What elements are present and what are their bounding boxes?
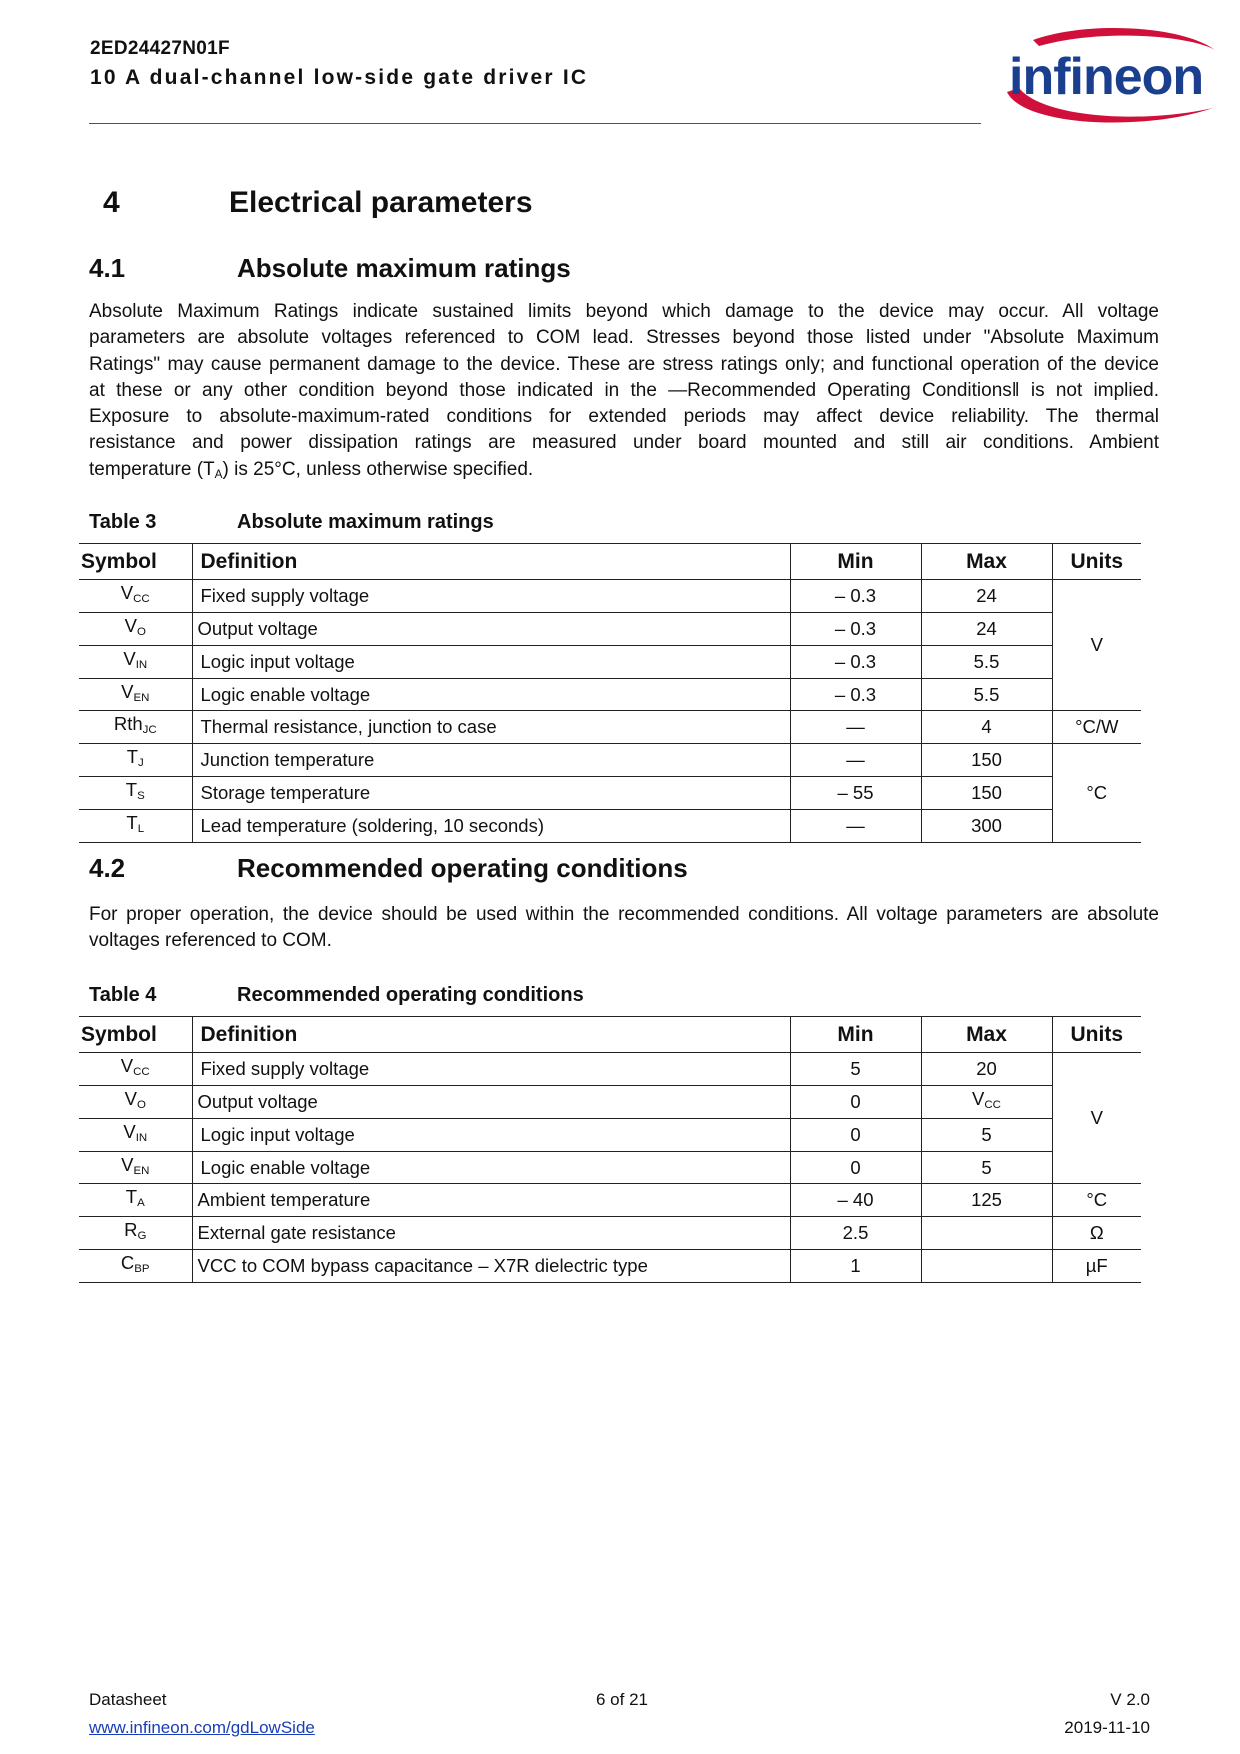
symbol-subscript: O	[136, 625, 146, 638]
units-cell: V	[1052, 1053, 1141, 1184]
table-row	[79, 810, 1141, 843]
col-header-symbol: Symbol	[79, 1017, 192, 1053]
definition-cell: Junction temperature	[192, 744, 790, 777]
paragraph-line: Ratings" may cause permanent damage to the device. These are stress ratings only; and functional operation of the device	[89, 353, 1159, 375]
col-header-symbol: Symbol	[79, 544, 192, 580]
min-cell: – 55	[790, 777, 921, 810]
section-number: 4	[103, 186, 120, 219]
symbol: T	[125, 1186, 138, 1208]
max-cell: 4	[921, 711, 1052, 744]
paragraph-line: voltages referenced to COM.	[89, 930, 332, 952]
min-cell: 1	[790, 1250, 921, 1283]
symbol-subscript: S	[137, 790, 145, 803]
definition-cell: Logic enable voltage	[192, 678, 790, 711]
max-cell: 20	[921, 1053, 1052, 1086]
table-row	[79, 1085, 1141, 1118]
definition-cell: Lead temperature (soldering, 10 seconds)	[192, 810, 790, 843]
table-header-row	[79, 1017, 1141, 1053]
symbol-subscript: A	[137, 1197, 145, 1210]
definition-cell: VCC to COM bypass capacitance – X7R dielectric type	[192, 1250, 790, 1283]
max-cell: 5	[921, 1151, 1052, 1184]
symbol-cell	[79, 810, 192, 843]
units-cell: µF	[1052, 1250, 1141, 1283]
table-row	[79, 678, 1141, 711]
paragraph-line: For proper operation, the device should be used within the recommended conditions. All voltage parameters are absolute	[89, 904, 1159, 925]
min-cell: – 0.3	[790, 645, 921, 678]
min-cell: —	[790, 711, 921, 744]
max-cell	[921, 1250, 1052, 1283]
min-cell: – 0.3	[790, 612, 921, 645]
symbol-cell	[79, 678, 192, 711]
min-cell: 0	[790, 1151, 921, 1184]
paragraph-line: at these or any other condition beyond those indicated in the ―Recommended Operating Conditions‖ is not implied.	[89, 379, 1159, 401]
min-cell: —	[790, 810, 921, 843]
col-header-max: Max	[921, 1017, 1052, 1053]
paragraph-line: Absolute Maximum Ratings indicate sustained limits beyond which damage to the device may occur. All voltage	[89, 301, 1159, 322]
max-subscript: CC	[984, 1098, 1001, 1111]
symbol-subscript: BP	[134, 1263, 150, 1276]
symbol-cell	[79, 645, 192, 678]
units-cell: °C	[1052, 1184, 1141, 1217]
col-header-units: Units	[1052, 1017, 1141, 1053]
symbol-cell	[79, 1118, 192, 1151]
symbol-subscript: EN	[133, 691, 150, 704]
table-row	[79, 744, 1141, 777]
table-row	[79, 1053, 1141, 1086]
symbol-subscript: G	[137, 1230, 147, 1243]
infineon-logo	[993, 22, 1221, 126]
units-cell: V	[1052, 580, 1141, 711]
symbol-cell	[79, 777, 192, 810]
definition-cell: Logic input voltage	[192, 645, 790, 678]
max-cell: 24	[921, 580, 1052, 613]
symbol-subscript: CC	[133, 1065, 150, 1078]
section-title: Electrical parameters	[229, 186, 533, 219]
footer-version: V 2.0	[1110, 1690, 1150, 1709]
symbol: V	[120, 582, 134, 603]
symbol-subscript: O	[136, 1098, 146, 1111]
table-row	[79, 580, 1141, 613]
abs-max-ratings-table	[79, 543, 1141, 843]
table-row	[79, 1118, 1141, 1151]
max-cell: 150	[921, 744, 1052, 777]
max-cell: 125	[921, 1184, 1052, 1217]
symbol-cell	[79, 1217, 192, 1250]
header-part-number: 2ED24427N01F	[90, 38, 230, 59]
symbol: V	[123, 647, 136, 669]
col-header-min: Min	[790, 544, 921, 580]
symbol-cell	[79, 612, 192, 645]
header-subtitle: 10 A dual-channel low-side gate driver IC	[90, 66, 589, 89]
table-row	[79, 645, 1141, 678]
symbol: T	[126, 746, 139, 768]
max-cell	[921, 1085, 1052, 1118]
max-cell: 5.5	[921, 645, 1052, 678]
min-cell: 2.5	[790, 1217, 921, 1250]
symbol-cell	[79, 711, 192, 744]
symbol-subscript: L	[137, 822, 145, 835]
definition-cell: Ambient temperature	[192, 1184, 790, 1217]
min-cell: 5	[790, 1053, 921, 1086]
definition-cell: Logic enable voltage	[192, 1151, 790, 1184]
rec-op-paragraph	[89, 902, 1159, 955]
table-row	[79, 1151, 1141, 1184]
symbol-cell	[79, 1250, 192, 1283]
definition-cell: Logic input voltage	[192, 1118, 790, 1151]
symbol-subscript: J	[138, 757, 144, 770]
symbol-cell	[79, 1085, 192, 1118]
col-header-max: Max	[921, 544, 1052, 580]
table-row	[79, 711, 1141, 744]
table-row	[79, 612, 1141, 645]
max-cell	[921, 1217, 1052, 1250]
max-cell: 150	[921, 777, 1052, 810]
definition-cell: External gate resistance	[192, 1217, 790, 1250]
symbol: T	[126, 812, 138, 834]
header-divider	[89, 123, 981, 124]
text-run: temperature (T	[89, 458, 215, 480]
symbol-cell	[79, 1053, 192, 1086]
symbol: V	[124, 1087, 137, 1109]
col-header-definition: Definition	[192, 1017, 790, 1053]
symbol-subscript: IN	[135, 658, 148, 671]
subscript: A	[214, 467, 223, 481]
table-label: Table 4	[89, 984, 157, 1006]
min-cell: 0	[790, 1118, 921, 1151]
table-row	[79, 1184, 1141, 1217]
paragraph-line: parameters are absolute voltages referenced to COM lead. Stresses beyond those listed under "Absolute Maximum	[89, 327, 1159, 349]
symbol-cell	[79, 744, 192, 777]
min-cell: 0	[790, 1085, 921, 1118]
symbol: V	[121, 680, 134, 702]
max-cell: 300	[921, 810, 1052, 843]
symbol-cell	[79, 1184, 192, 1217]
symbol-subscript: IN	[135, 1131, 148, 1144]
min-cell: – 40	[790, 1184, 921, 1217]
footer-date: 2019-11-10	[1064, 1718, 1150, 1737]
table-row	[79, 1250, 1141, 1283]
symbol-cell	[79, 1151, 192, 1184]
col-header-units: Units	[1052, 544, 1141, 580]
definition-cell: Storage temperature	[192, 777, 790, 810]
symbol: T	[125, 779, 138, 801]
subsection-title: Recommended operating conditions	[237, 853, 688, 883]
symbol: C	[120, 1252, 135, 1274]
symbol-cell	[79, 580, 192, 613]
symbol: V	[121, 1153, 134, 1175]
table-caption: Absolute maximum ratings	[237, 511, 494, 533]
max-cell: 24	[921, 612, 1052, 645]
rec-op-conditions-table	[79, 1016, 1141, 1283]
col-header-min: Min	[790, 1017, 921, 1053]
definition-cell: Fixed supply voltage	[192, 580, 790, 613]
abs-max-paragraph	[89, 299, 1159, 488]
units-cell: °C	[1052, 744, 1141, 843]
definition-cell: Output voltage	[192, 612, 790, 645]
subsection-title: Absolute maximum ratings	[237, 253, 571, 283]
definition-cell: Fixed supply voltage	[192, 1053, 790, 1086]
text-run: ) is 25°C, unless otherwise specified.	[222, 458, 534, 480]
logo-wordmark: infineon	[1009, 48, 1204, 106]
min-cell: – 0.3	[790, 580, 921, 613]
symbol: V	[120, 1055, 134, 1076]
units-cell: Ω	[1052, 1217, 1141, 1250]
col-header-definition: Definition	[192, 544, 790, 580]
table-label: Table 3	[89, 511, 157, 533]
symbol: V	[123, 1120, 136, 1142]
paragraph-line: Exposure to absolute-maximum-rated conditions for extended periods may affect device reliability. The thermal	[89, 406, 1159, 428]
symbol: Rth	[113, 713, 143, 735]
footer-doc-type: Datasheet	[89, 1690, 167, 1709]
symbol: V	[124, 614, 137, 636]
symbol-subscript: CC	[133, 592, 150, 605]
definition-cell: Output voltage	[192, 1085, 790, 1118]
min-cell: – 0.3	[790, 678, 921, 711]
table-row	[79, 777, 1141, 810]
units-cell: °C/W	[1052, 711, 1141, 744]
symbol-subscript: EN	[133, 1164, 150, 1177]
paragraph-line	[89, 457, 1159, 488]
max-cell: 5	[921, 1118, 1052, 1151]
subsection-number: 4.1	[89, 253, 126, 283]
max-value: V	[972, 1087, 985, 1109]
subsection-number: 4.2	[89, 853, 126, 883]
min-cell: —	[790, 744, 921, 777]
paragraph-line: resistance and power dissipation ratings are measured under board mounted and still air conditions. Ambient	[89, 432, 1159, 454]
table-caption: Recommended operating conditions	[237, 984, 584, 1006]
symbol: R	[124, 1219, 138, 1241]
max-cell: 5.5	[921, 678, 1052, 711]
footer-url-link[interactable]: www.infineon.com/gdLowSide	[89, 1718, 315, 1737]
table-row	[79, 1217, 1141, 1250]
footer-page-number: 6 of 21	[596, 1690, 648, 1709]
symbol-subscript: JC	[142, 724, 157, 737]
definition-cell: Thermal resistance, junction to case	[192, 711, 790, 744]
table-header-row	[79, 544, 1141, 580]
